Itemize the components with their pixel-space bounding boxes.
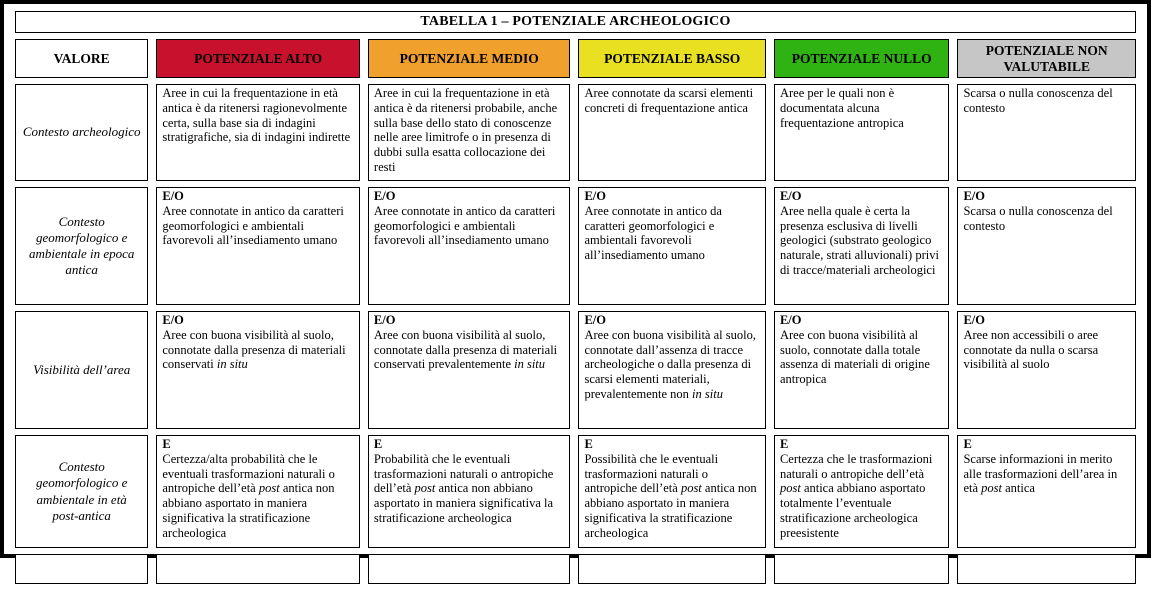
cell-text: Aree con buona visibilità al suolo, connotate dalla presenza di materiali conservati prevalentemente <box>373 327 558 372</box>
header-cell-valore: VALORE <box>15 39 148 78</box>
cell-row2-basso <box>578 187 766 305</box>
cell-text: Scarse informazioni in merito alle trasformazioni dell’area in età <box>963 451 1118 496</box>
cell-row2-non-valutabile <box>957 187 1136 305</box>
partial-row <box>15 554 1136 584</box>
partial-row-cell <box>156 554 360 584</box>
cell-row1-alto <box>156 84 360 181</box>
partial-row-cell <box>15 554 148 584</box>
cell-row2-nullo <box>774 187 949 305</box>
row-label-3: Visibilità dell’area <box>15 311 148 429</box>
cell-prefix: E <box>779 437 789 452</box>
cell-text: Probabilità che le eventuali trasformazioni naturali o antropiche dell’età <box>373 451 554 496</box>
cell-row1-basso <box>578 84 766 181</box>
italic-text: post <box>414 481 436 496</box>
cell-text: Scarsa o nulla conoscenza del contesto <box>963 86 1113 115</box>
cell-text: Aree connotate da scarsi elementi concreti di frequentazione antica <box>584 86 754 115</box>
table-row-1 <box>15 84 1136 181</box>
italic-text: post <box>680 481 702 496</box>
cell-text: Aree con buona visibilità al suolo, connotate dalla presenza di materiali conservati <box>162 327 346 372</box>
cell-prefix: E <box>373 437 383 452</box>
partial-row-cell <box>957 554 1136 584</box>
cell-prefix: E/O <box>779 189 802 204</box>
cell-prefix: E/O <box>162 189 184 204</box>
cell-row2-medio <box>368 187 571 305</box>
cell-prefix: E/O <box>373 313 396 328</box>
cell-text: Aree con buona visibilità al suolo, connotate dalla totale assenza di materiali di origine antropica <box>779 327 930 387</box>
cell-prefix: E/O <box>963 189 985 204</box>
cell-text: Aree per le quali non è documentata alcuna frequentazione antropica <box>779 86 904 130</box>
cell-row1-medio <box>368 84 571 181</box>
table-row-2 <box>15 187 1136 305</box>
cell-text: Aree con buona visibilità al suolo, connotate dall’assenza di tracce archeologiche o dalla presenza di scarsi elementi materiali, prevalentemente non <box>584 327 756 401</box>
cell-text: antica non abbiano asportato in maniera significativa la stratificazione archeologica <box>584 481 757 540</box>
cell-row4-medio <box>368 435 571 548</box>
cell-prefix: E/O <box>779 313 802 328</box>
cell-text: antica <box>1002 481 1035 496</box>
cell-text: Certezza/alta probabilità che le eventuali trasformazioni naturali o antropiche dell’età <box>162 451 335 496</box>
italic-text: in situ <box>216 357 248 372</box>
table-row-3 <box>15 311 1136 429</box>
cell-text: Aree in cui la frequentazione in età antica è da ritenersi probabile, anche sulla base dello stato di conoscenze nelle aree limitrofe o in presenza di dubbi sulla esatta collocazione dei resti <box>373 86 558 174</box>
cell-text: Aree non accessibili o aree connotate da nulla o scarsa visibilità al suolo <box>963 327 1099 372</box>
header-cell-non-valutabile: POTENZIALE NON VALUTABILE <box>957 39 1136 78</box>
cell-prefix: E/O <box>162 313 184 328</box>
cell-prefix: E <box>963 437 972 452</box>
cell-prefix: E/O <box>963 313 985 328</box>
partial-row-cell <box>774 554 949 584</box>
table-row-4 <box>15 435 1136 548</box>
table-title: TABELLA 1 – POTENZIALE ARCHEOLOGICO <box>15 11 1136 33</box>
cell-prefix: E/O <box>584 189 606 204</box>
partial-row-cell <box>578 554 766 584</box>
cell-prefix: E/O <box>584 313 606 328</box>
header-cell-basso: POTENZIALE BASSO <box>578 39 766 78</box>
cell-text: Aree connotate in antico da caratteri geomorfologici e ambientali favorevoli all’insediamento umano <box>584 203 722 263</box>
header-cell-alto: POTENZIALE ALTO <box>156 39 360 78</box>
header-row <box>15 39 1136 78</box>
cell-row3-alto <box>156 311 360 429</box>
cell-prefix: E <box>162 437 171 452</box>
partial-row-cell <box>368 554 571 584</box>
header-cell-medio: POTENZIALE MEDIO <box>368 39 571 78</box>
cell-text: Aree connotate in antico da caratteri geomorfologici e ambientali favorevoli all’insediamento umano <box>162 203 344 248</box>
cell-prefix: E/O <box>373 189 396 204</box>
title-row <box>15 11 1136 33</box>
cell-row4-non-valutabile <box>957 435 1136 548</box>
cell-text: antica non abbiano asportato in maniera significativa la stratificazione archeologica <box>373 481 554 525</box>
cell-text: Certezza che le trasformazioni naturali o antropiche dell’età <box>779 451 933 481</box>
cell-text: Scarsa o nulla conoscenza del contesto <box>963 203 1113 233</box>
table-body <box>15 84 1136 584</box>
cell-text: antica non abbiano asportato in maniera significativa la stratificazione archeologica <box>162 481 335 540</box>
cell-row4-nullo <box>774 435 949 548</box>
italic-text: in situ <box>514 357 546 372</box>
cell-row2-alto <box>156 187 360 305</box>
cell-text: Aree nella quale è certa la presenza esclusiva di livelli geologici (substrato geologico naturale, strati alluvionali) privi di tracce/materiali archeologici <box>779 203 939 277</box>
italic-text: post <box>779 481 801 496</box>
cell-text: Aree in cui la frequentazione in età antica è da ritenersi ragionevolmente certa, sulla base sia di indagini stratigrafiche, sia di indagini indirette <box>162 86 351 145</box>
cell-text: Possibilità che le eventuali trasformazioni naturali o antropiche dell’età <box>584 451 719 496</box>
italic-text: in situ <box>692 386 723 401</box>
row-label-2: Contesto geomorfologico e ambientale in epoca antica <box>15 187 148 305</box>
cell-row1-nullo <box>774 84 949 181</box>
cell-row3-nullo <box>774 311 949 429</box>
cell-row4-alto <box>156 435 360 548</box>
italic-text: post <box>981 481 1002 496</box>
italic-text: post <box>258 481 280 496</box>
cell-row4-basso <box>578 435 766 548</box>
cell-row1-non-valutabile <box>957 84 1136 181</box>
cell-text: antica abbiano asportato totalmente l’eventuale stratificazione archeologica preesistente <box>779 481 926 540</box>
cell-row3-non-valutabile <box>957 311 1136 429</box>
potenziale-archeologico-table <box>7 5 1144 590</box>
cell-row3-basso <box>578 311 766 429</box>
cell-row3-medio <box>368 311 571 429</box>
cell-text: Aree connotate in antico da caratteri geomorfologici e ambientali favorevoli all’insediamento umano <box>373 203 556 248</box>
cell-prefix: E <box>584 437 593 452</box>
row-label-4: Contesto geomorfologico e ambientale in età post-antica <box>15 435 148 548</box>
row-label-1: Contesto archeologico <box>15 84 148 181</box>
header-cell-nullo: POTENZIALE NULLO <box>774 39 949 78</box>
table-head <box>15 11 1136 78</box>
